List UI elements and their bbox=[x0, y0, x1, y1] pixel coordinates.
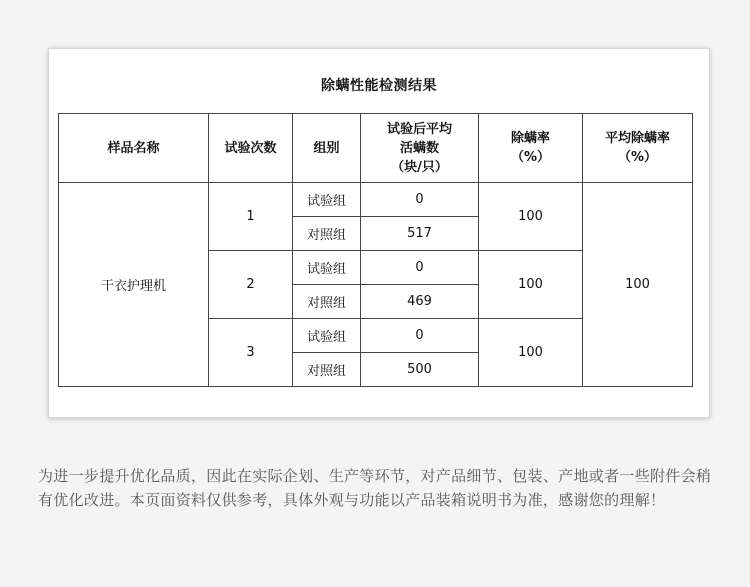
group-cell: 试验组 bbox=[293, 319, 361, 353]
round-cell: 3 bbox=[209, 319, 293, 387]
count-cell: 0 bbox=[361, 251, 479, 285]
count-cell: 0 bbox=[361, 183, 479, 217]
removal-rate-cell: 100 bbox=[479, 251, 583, 319]
group-cell: 对照组 bbox=[293, 217, 361, 251]
header-group: 组别 bbox=[293, 114, 361, 183]
count-cell: 500 bbox=[361, 353, 479, 387]
header-test-round: 试验次数 bbox=[209, 114, 293, 183]
group-cell: 试验组 bbox=[293, 183, 361, 217]
sample-name-cell: 干衣护理机 bbox=[59, 183, 209, 387]
header-avg-mites-line2: 活螨数 bbox=[399, 140, 439, 156]
header-avg-mites bbox=[361, 114, 479, 183]
count-cell: 517 bbox=[361, 217, 479, 251]
group-cell: 对照组 bbox=[293, 285, 361, 319]
removal-rate-cell: 100 bbox=[479, 319, 583, 387]
round-cell: 2 bbox=[209, 251, 293, 319]
header-avg-removal-rate-line2: （%） bbox=[617, 150, 658, 165]
header-removal-rate bbox=[479, 114, 583, 183]
avg-removal-rate-cell: 100 bbox=[583, 183, 693, 387]
header-removal-rate-line2: （%） bbox=[510, 150, 551, 165]
count-cell: 469 bbox=[361, 285, 479, 319]
header-row bbox=[59, 114, 693, 183]
group-cell: 试验组 bbox=[293, 251, 361, 285]
header-removal-rate-line1: 除螨率 bbox=[510, 131, 550, 146]
table-row bbox=[59, 183, 693, 217]
disclaimer-text: 为进一步提升优化品质，因此在实际企划、生产等环节，对产品细节、包装、产地或者一些附件会稍有优化改进。本页面资料仅供参考，具体外观与功能以产品装箱说明书为准，感谢您的理解！ bbox=[38, 467, 712, 509]
results-card bbox=[48, 48, 710, 418]
count-cell: 0 bbox=[361, 319, 479, 353]
results-table bbox=[58, 113, 693, 387]
header-avg-mites-line1: 试验后平均 bbox=[386, 121, 452, 137]
table-title: 除螨性能检测结果 bbox=[321, 78, 437, 94]
round-cell: 1 bbox=[209, 183, 293, 251]
header-sample-name: 样品名称 bbox=[59, 114, 209, 183]
removal-rate-cell: 100 bbox=[479, 183, 583, 251]
group-cell: 对照组 bbox=[293, 353, 361, 387]
header-avg-mites-line3: （块/只） bbox=[391, 159, 448, 175]
header-avg-removal-rate bbox=[583, 114, 693, 183]
header-avg-removal-rate-line1: 平均除螨率 bbox=[604, 131, 670, 146]
